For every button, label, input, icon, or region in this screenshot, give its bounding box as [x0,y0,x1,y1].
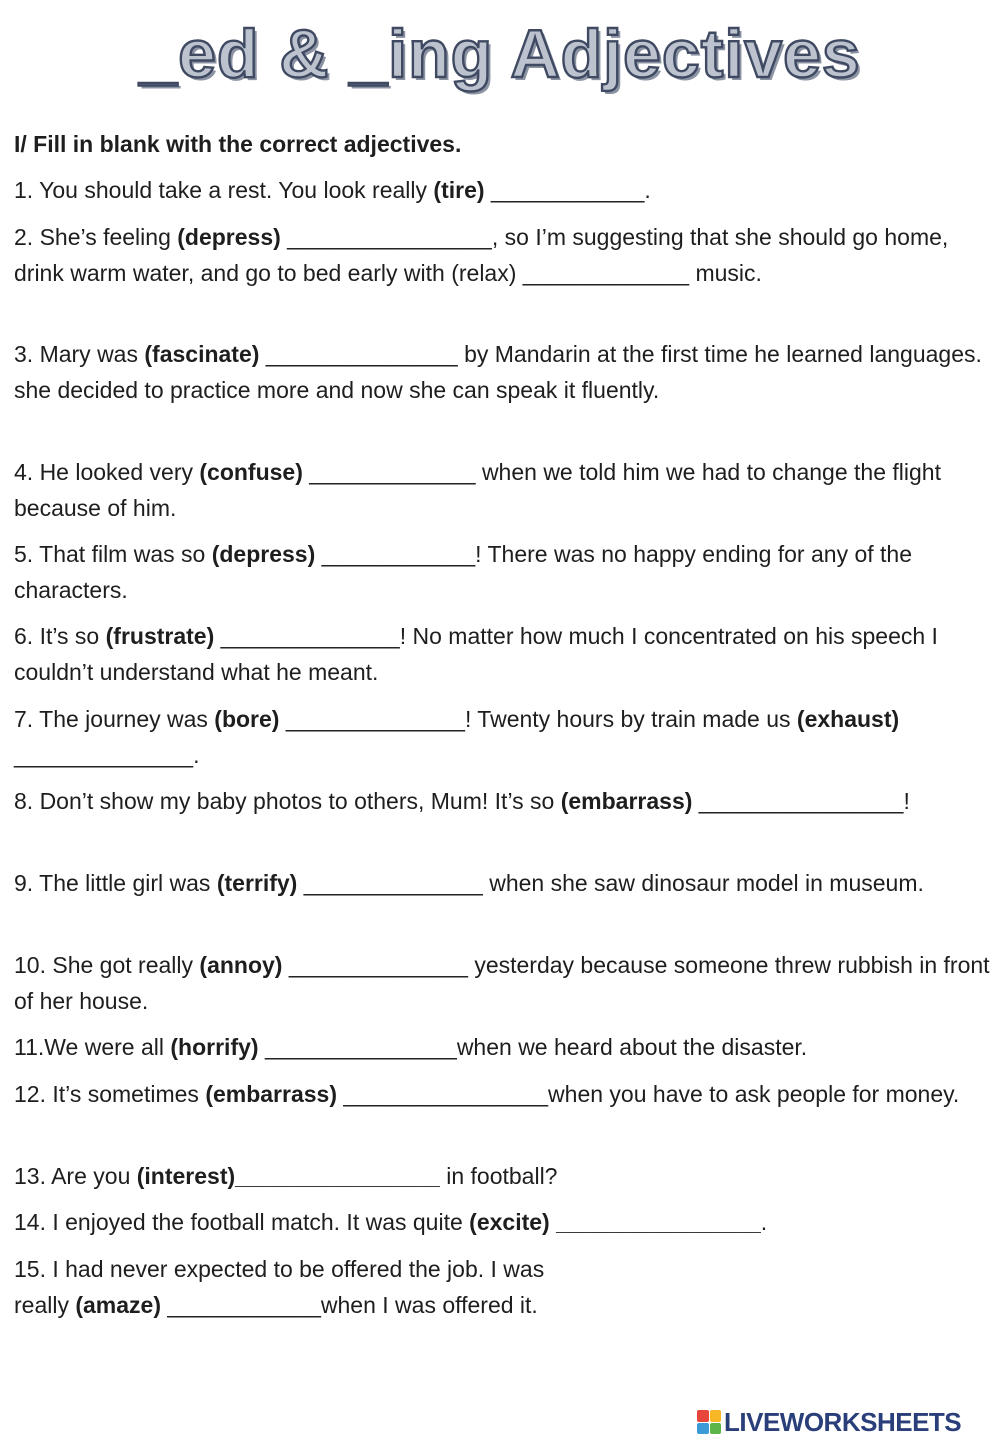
question-8: 8. Don’t show my baby photos to others, Mum! It’s so (embarrass) ________________! [14,788,910,814]
question-6: 6. It’s so (frustrate) ______________! No matter how much I concentrated on his speech I couldn’t understand what he meant. [14,623,938,685]
question-3: 3. Mary was (fascinate) _______________ by Mandarin at the first time he learned languages. she decided to practice more and now she can speak it fluently. [14,341,982,403]
question-10: 10. She got really (annoy) ______________ yesterday because someone threw rubbish in front of her house. [14,952,990,1014]
question-5: 5. That film was so (depress) ____________! There was no happy ending for any of the characters. [14,541,913,603]
question-4: 4. He looked very (confuse) _____________ when we told him we had to change the flight because of him. [14,459,941,521]
logo-square [710,1423,722,1435]
question-15 [14,1251,992,1323]
logo-square [697,1410,709,1422]
logo-square [697,1423,709,1435]
question-12: 12. It’s sometimes (embarrass) ________________when you have to ask people for money. [14,1081,960,1107]
liveworksheets-logo[interactable] [697,1405,961,1439]
question-14: 14. I enjoyed the football match. It was quite (excite) ________________. [14,1209,768,1235]
question-11: 11.We were all (horrify) _______________when we heard about the disaster. [14,1034,808,1060]
question-15-line-1: 15. I had never expected to be offered the job. I was [14,1256,545,1282]
liveworksheets-logo-text: LIVEWORKSHEETS [724,1406,962,1437]
instruction-heading: I/ Fill in blank with the correct adjectives. [14,131,462,157]
question-7: 7. The journey was (bore) ______________! Twenty hours by train made us (exhaust) ______________. [14,706,900,768]
worksheet-title: _ed & _ing Adjectives [139,16,861,92]
question-1: 1. You should take a rest. You look really (tire) ____________. [14,177,651,203]
question-13: 13. Are you (interest)________________ in football? [14,1163,558,1189]
question-9: 9. The little girl was (terrify) ______________ when she saw dinosaur model in museum. [14,870,924,896]
liveworksheets-logo-icon [697,1410,721,1434]
question-15-line-2: really (amaze) ____________when I was offered it. [14,1292,538,1318]
question-2: 2. She’s feeling (depress) ________________, so I’m suggesting that she should go home, drink warm water, and go to bed early with (relax) _____________ music. [14,224,949,286]
logo-square [710,1410,722,1422]
